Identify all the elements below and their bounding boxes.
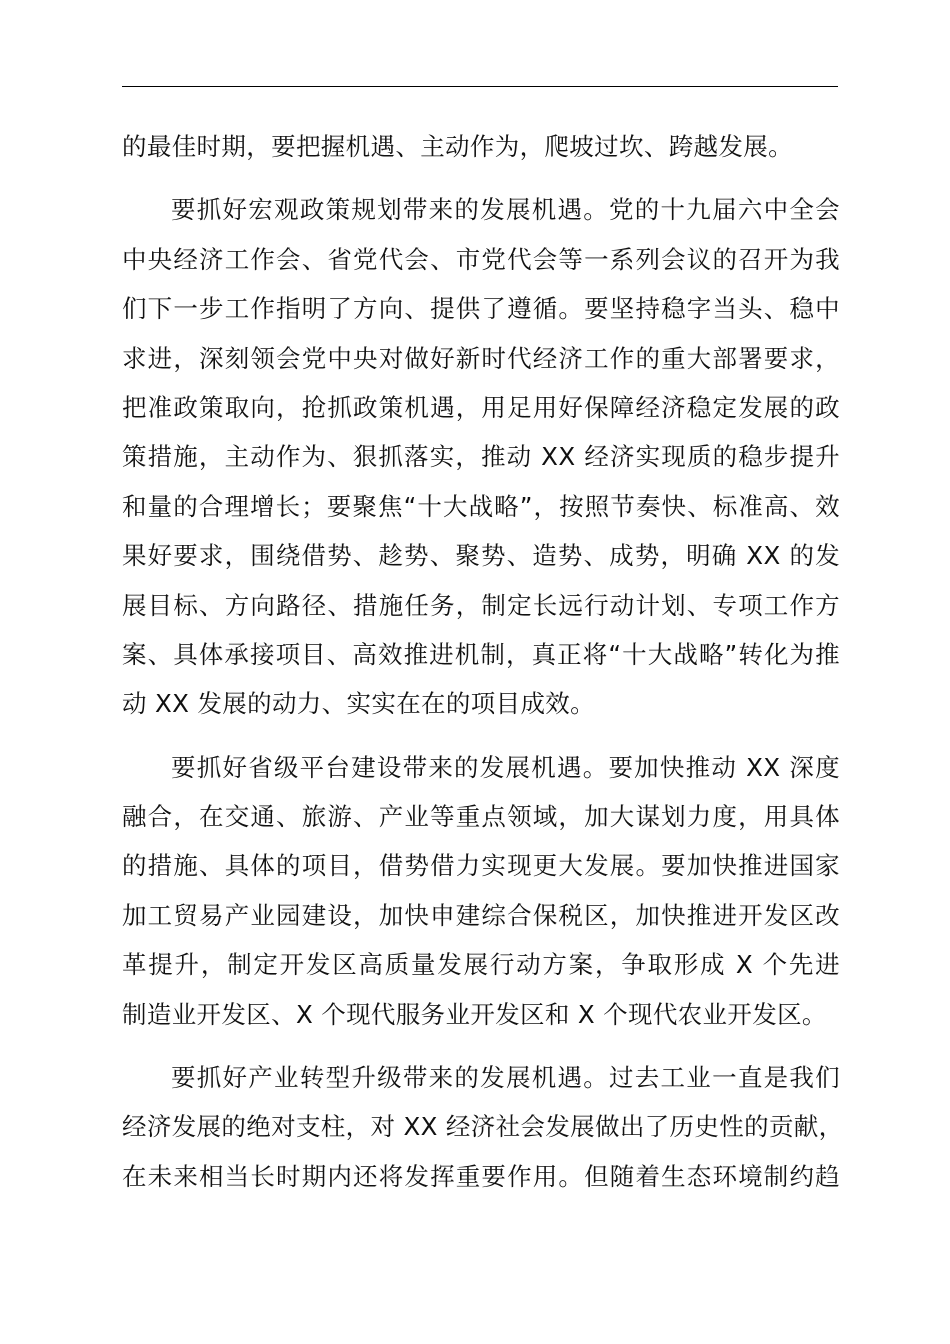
- text-line: 和量的合理增长；要聚焦“十大战略”，按照节奏快、标准高、效: [122, 491, 840, 521]
- text-line: 要抓好宏观政策规划带来的发展机遇。党的十九届六中全会: [171, 195, 840, 225]
- text-line: 案、具体承接项目、高效推进机制，真正将“十大战略”转化为推: [122, 639, 840, 669]
- text-line: 们下一步工作指明了方向、提供了遵循。要坚持稳字当头、稳中: [122, 294, 840, 324]
- text-line: 求进，深刻领会党中央对做好新时代经济工作的重大部署要求，: [122, 343, 840, 373]
- text-line: 中央经济工作会、省党代会、市党代会等一系列会议的召开为我: [122, 244, 840, 274]
- document-body: [122, 122, 844, 1201]
- text-line: 要抓好省级平台建设带来的发展机遇。要加快推动 XX 深度: [171, 752, 840, 782]
- text-line: 在未来相当长时期内还将发挥重要作用。但随着生态环境制约趋: [122, 1161, 840, 1191]
- text-line: 革提升，制定开发区高质量发展行动方案，争取形成 X 个先进: [122, 950, 840, 980]
- text-line: 果好要求，围绕借势、趁势、聚势、造势、成势，明确 XX 的发: [122, 541, 840, 571]
- header-divider: [122, 86, 838, 87]
- paragraph-gap: [122, 1039, 840, 1053]
- text-line: 加工贸易产业园建设，加快申建综合保税区，加快推进开发区改: [122, 900, 840, 930]
- text-line: 动 XX 发展的动力、实实在在的项目成效。: [122, 689, 595, 719]
- text-line: 经济发展的绝对支柱，对 XX 经济社会发展做出了历史性的贡献，: [122, 1112, 844, 1142]
- paragraph-gap: [122, 171, 840, 185]
- text-line: 把准政策取向，抢抓政策机遇，用足用好保障经济稳定发展的政: [122, 392, 840, 422]
- text-line: 要抓好产业转型升级带来的发展机遇。过去工业一直是我们: [171, 1063, 840, 1093]
- text-line: 的措施、具体的项目，借势借力实现更大发展。要加快推进国家: [122, 851, 840, 881]
- text-line: 策措施，主动作为、狠抓落实，推动 XX 经济实现质的稳步提升: [122, 442, 840, 472]
- text-line: 制造业开发区、X 个现代服务业开发区和 X 个现代农业开发区。: [122, 999, 827, 1029]
- paragraph-gap: [122, 729, 840, 743]
- text-line: 的最佳时期，要把握机遇、主动作为，爬坡过坎、跨越发展。: [122, 132, 793, 161]
- text-line: 融合，在交通、旅游、产业等重点领域，加大谋划力度，用具体: [122, 802, 840, 832]
- text-line: 展目标、方向路径、措施任务，制定长远行动计划、专项工作方: [122, 590, 840, 620]
